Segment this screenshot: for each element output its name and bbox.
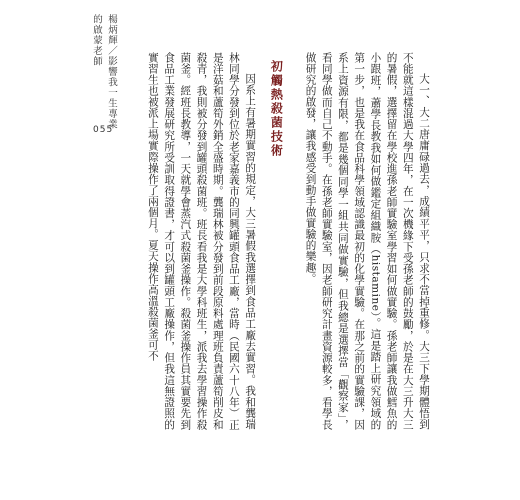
page-number: 055 — [93, 125, 114, 135]
running-header-line-2: 的啟蒙老師 — [91, 14, 102, 67]
running-header-line-1: 楊炳輝／影響我一生專業 — [106, 14, 117, 130]
body-text — [114, 52, 432, 430]
paragraph-1: 大一、大二唐庸碌過去，成績平平，只求不當掉重修。大三下學期體悟到不能就這樣混過大學四年，在一次機緣下受孫老師的鼓勵，於是在大三升大三的暑假，選擇留在學校進孫老師實驗室學習如何做實驗。孫老師讓我做鱈魚的小跟班，蕭學長教我如何做鑑定組織胺（histamine）。這是踏上研究領域的第一步，也是我在食品科學領域認識最初的化學實驗。在那之前的實驗課，因系上資源有限，都是幾個同學一組共同做實驗，但我總是選擇當「觀察家」，看同學做而自己不動手。在孫老師實驗室，因老師研究計畫資源較多，看學長做研究的啟發，讓我感受到動手做實驗的樂趣。 — [304, 52, 430, 430]
paragraph-2: 因系上有暑期實習的規定，大三暑假我選擇到食品工廠去實習。我和龔瑞林同學分發到位於老家嘉義市的同興罐頭食品工廠，當時（民國六十八年）正是洋菇和蘆筍外銷全盛時期。龔瑞林被分發到前段原料處理班負責蘆筍削皮和殺青，我則被分發到罐頭殺菌班。班長看我是大學科班生，派我去學習操作殺菌釜。經班長教導，一天就學會蒸汽式殺菌釜操作。殺菌釜操作員其實要先到食品工業發展研究所受訓取得證書，才可以到罐頭工廠操作，但我這無證照的實習生也被派上場實際操作了兩個月。夏天操作高溫殺菌釜可不 — [146, 52, 257, 430]
section-heading: 初觸熱殺菌技術 — [269, 60, 284, 158]
running-header — [90, 14, 117, 130]
